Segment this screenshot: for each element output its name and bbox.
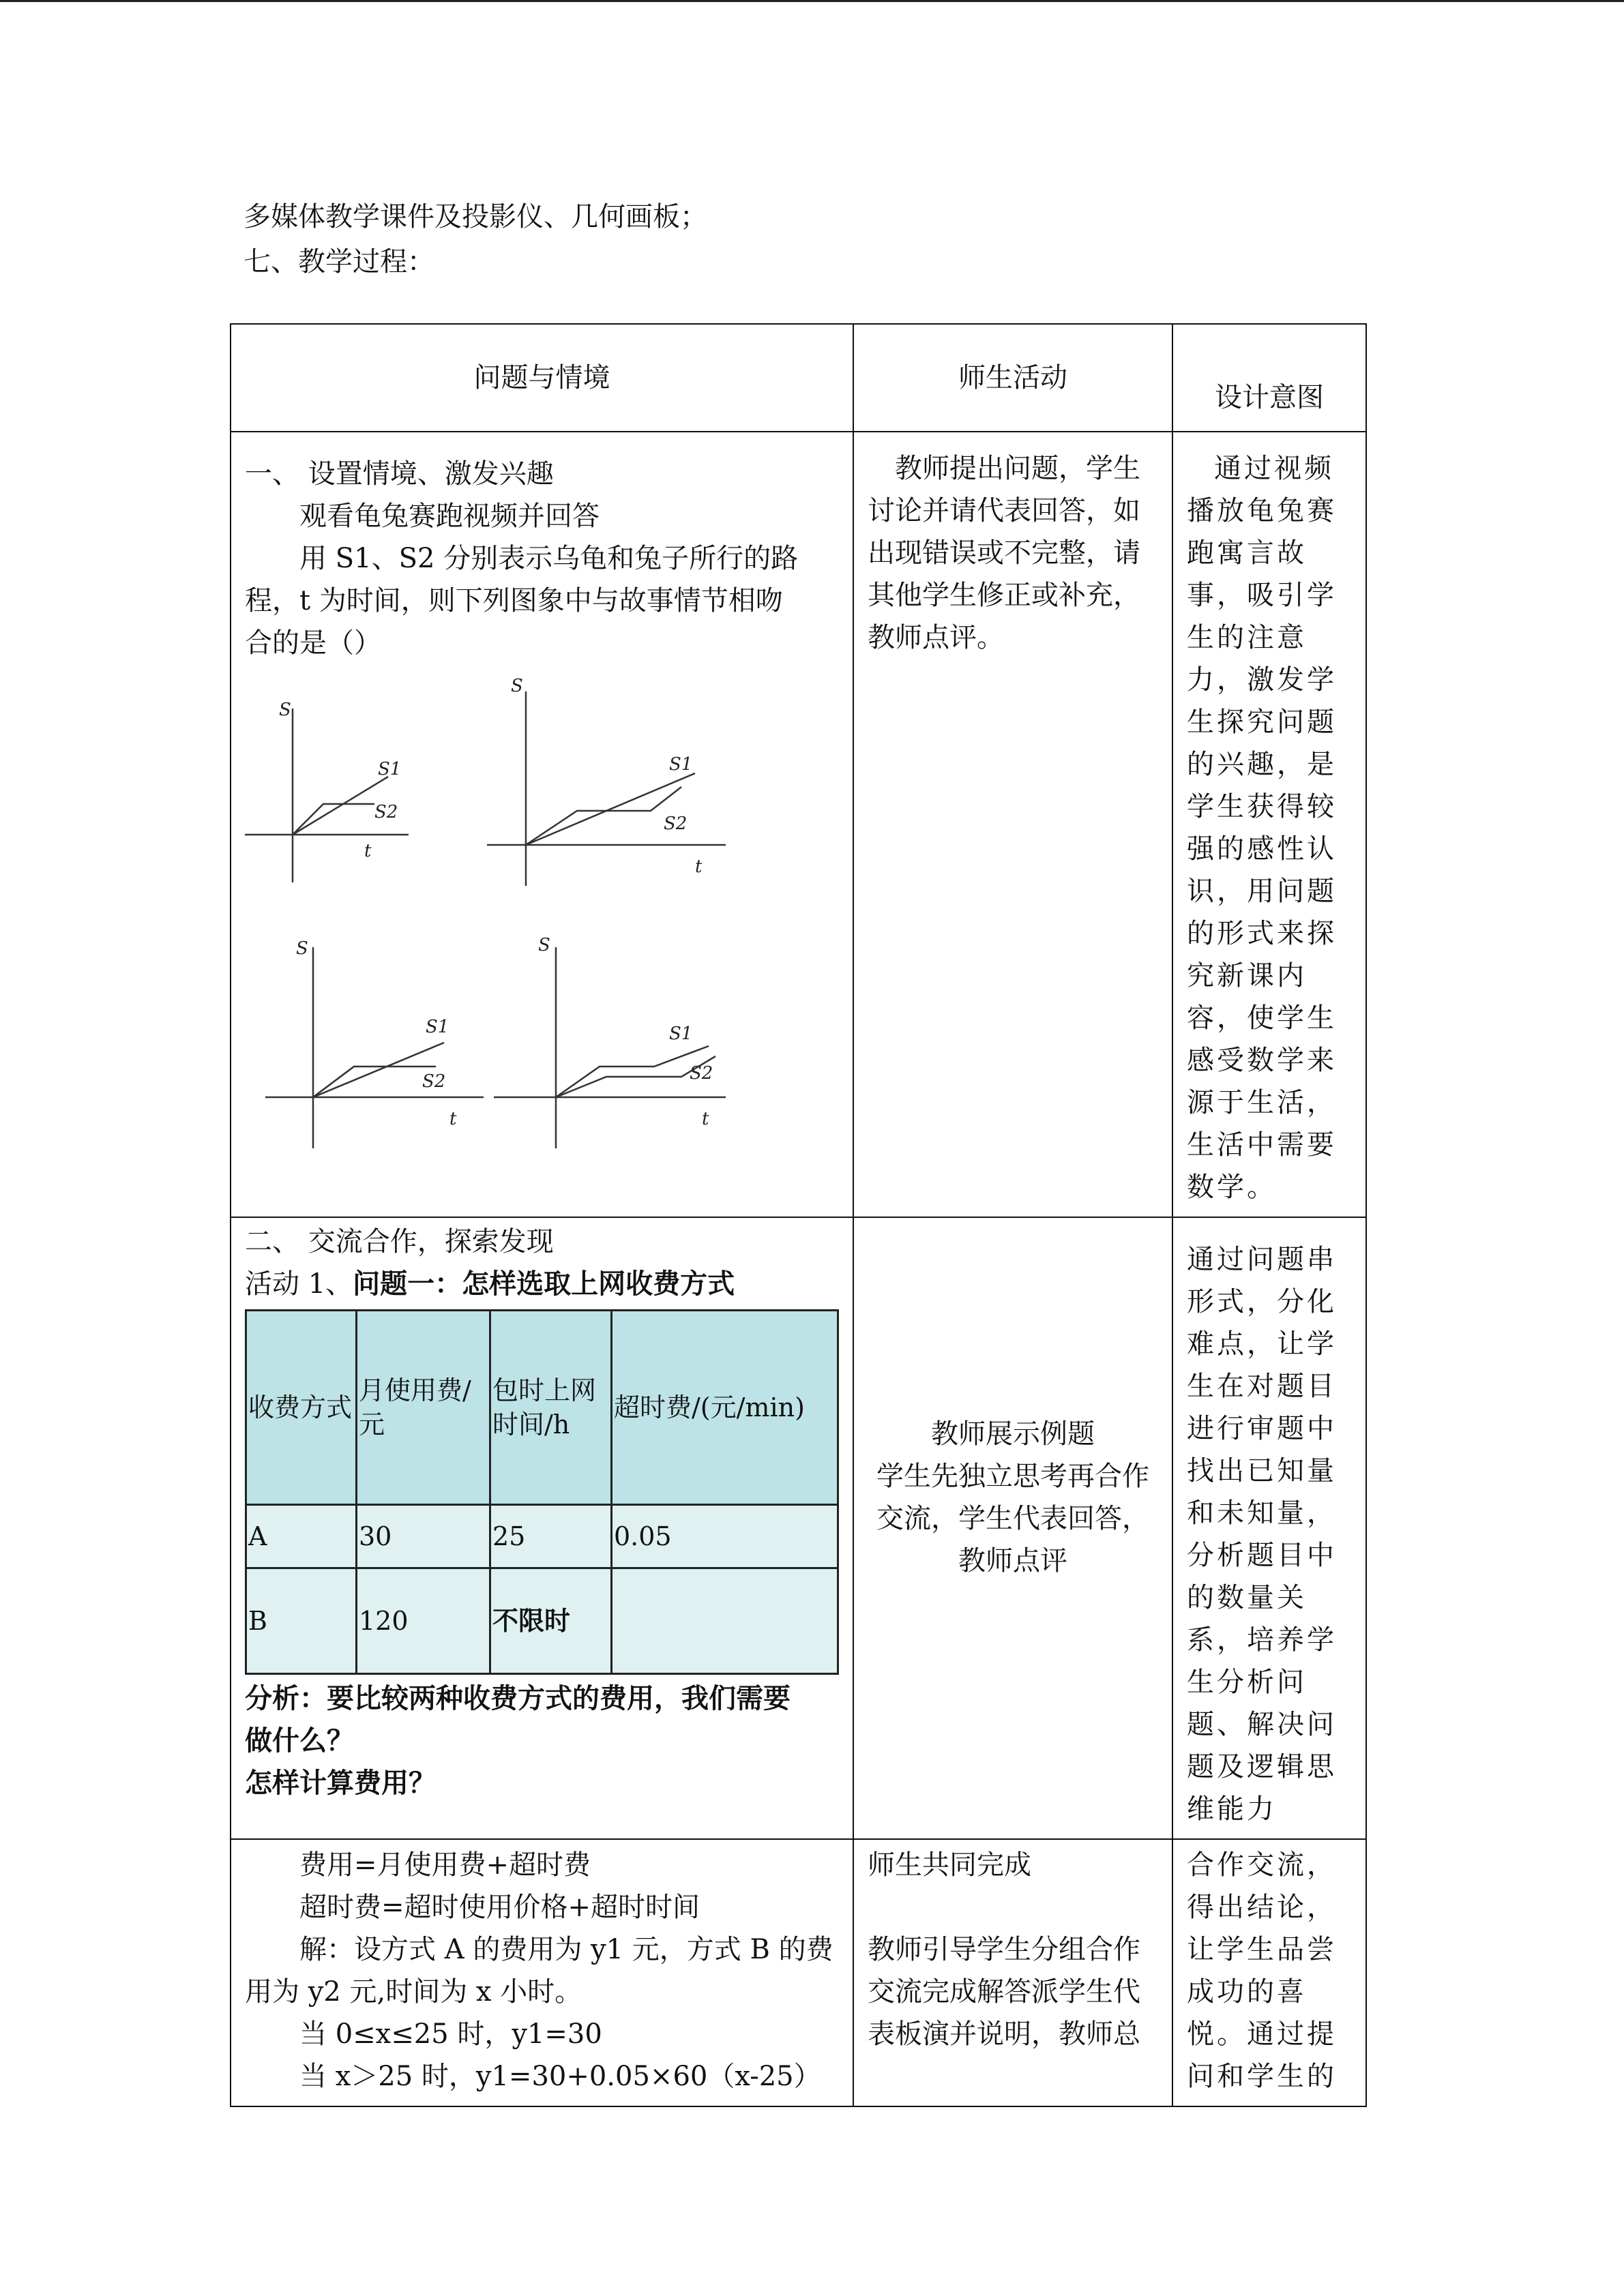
graph-b-s-label: S bbox=[511, 678, 523, 696]
section3-line1: 费用=月使用费+超时费 bbox=[299, 1849, 591, 1881]
section2-intent-cell bbox=[1172, 1217, 1366, 1839]
section1-intent-line: 播放龟兔赛 bbox=[1187, 495, 1337, 526]
section1-intent-line: 的兴趣，是 bbox=[1187, 749, 1337, 780]
section3-intent-line: 问和学生的 bbox=[1187, 2061, 1337, 2092]
section1-intent-line: 事，吸引学 bbox=[1187, 580, 1337, 611]
analysis-line: 怎样计算费用？ bbox=[245, 1767, 436, 1799]
section2-problem-cell bbox=[231, 1217, 853, 1839]
graph-d-s1-label: S1 bbox=[669, 1024, 693, 1044]
fee-header-monthly: 月使用费/元 bbox=[357, 1311, 490, 1505]
fee-cell: 25 bbox=[490, 1505, 612, 1568]
section1-activity-line: 教师点评。 bbox=[868, 622, 1004, 653]
fee-cell: 30 bbox=[357, 1505, 490, 1568]
graph-c-t-label: t bbox=[449, 1109, 457, 1129]
section1-activity-line: 讨论并请代表回答，如 bbox=[868, 495, 1140, 526]
graph-b-t-label: t bbox=[695, 856, 703, 877]
top-border-line bbox=[0, 0, 1624, 2]
section3-intent-line: 得出结论， bbox=[1187, 1892, 1337, 1923]
fee-cell: B bbox=[246, 1568, 357, 1674]
fee-table-header-row bbox=[246, 1311, 838, 1505]
section3-activity-line: 教师引导学生分组合作 bbox=[868, 1934, 1140, 1965]
section1-line2: 用 S1、S2 分别表示乌龟和兔子所行的路 bbox=[299, 543, 799, 574]
section1-line4: 合的是（） bbox=[245, 627, 381, 659]
activity-question: 问题一：怎样选取上网收费方式 bbox=[353, 1268, 735, 1300]
header-row bbox=[231, 324, 1366, 432]
section3-activity-line: 表板演并说明，教师总 bbox=[868, 2018, 1140, 2050]
section2-intent-line: 进行审题中 bbox=[1187, 1413, 1337, 1444]
header-intent: 设计意图 bbox=[1172, 324, 1366, 432]
graph-b-s2-label: S2 bbox=[664, 814, 688, 834]
section1-row bbox=[231, 432, 1366, 1217]
teaching-process-heading: 七、教学过程： bbox=[243, 246, 434, 278]
fee-header-method: 收费方式 bbox=[246, 1311, 357, 1505]
section1-intent-line: 数学。 bbox=[1187, 1172, 1277, 1203]
header-problem: 问题与情境 bbox=[231, 324, 853, 432]
graph-d bbox=[494, 947, 726, 1148]
section1-intent-line: 生探究问题 bbox=[1187, 706, 1337, 738]
section1-title: 一、 设置情境、激发兴趣 bbox=[245, 458, 554, 490]
fee-cell: 120 bbox=[357, 1568, 490, 1674]
section1-activity-line: 其他学生修正或补充， bbox=[868, 580, 1140, 611]
graph-a-s2-line bbox=[293, 804, 374, 835]
materials-line: 多媒体教学课件及投影仪、几何画板； bbox=[243, 201, 707, 233]
fee-header-hours: 包时上网时间/h bbox=[490, 1311, 612, 1505]
section1-intent-line: 通过视频 bbox=[1214, 453, 1334, 484]
section2-activity-heading bbox=[245, 1263, 839, 1305]
section2-intent-line: 生在对题目 bbox=[1187, 1371, 1337, 1402]
graph-c-s1-label: S1 bbox=[426, 1017, 449, 1037]
section1-intent-line: 跑寓言故 bbox=[1187, 537, 1307, 569]
section1-line1: 观看龟兔赛跑视频并回答 bbox=[299, 501, 600, 532]
graph-a-s-label: S bbox=[279, 700, 291, 720]
section1-activity-cell bbox=[853, 432, 1172, 1217]
fee-cell bbox=[612, 1568, 838, 1674]
graph-a-s1-line bbox=[293, 777, 388, 835]
section2-intent-line: 的数量关 bbox=[1187, 1582, 1307, 1613]
fee-table-row bbox=[246, 1505, 838, 1568]
section2-intent-line: 通过问题串 bbox=[1187, 1244, 1337, 1275]
analysis-line: 做什么？ bbox=[245, 1725, 354, 1757]
graph-options bbox=[245, 678, 736, 1169]
fee-table bbox=[245, 1309, 839, 1675]
section3-activity-cell bbox=[853, 1839, 1172, 2106]
analysis-line: 分析：要比较两种收费方式的费用，我们需要 bbox=[245, 1682, 791, 1714]
section2-intent-line: 系，培养学 bbox=[1187, 1624, 1337, 1656]
fee-cell: 不限时 bbox=[490, 1568, 612, 1674]
section3-line4: 用为 y2 元,时间为 x 小时。 bbox=[245, 1976, 582, 2008]
section3-activity-first: 师生共同完成 bbox=[868, 1849, 1031, 1881]
graph-a-s2-label: S2 bbox=[374, 802, 398, 822]
section1-intent-cell bbox=[1172, 432, 1366, 1217]
section3-row bbox=[231, 1839, 1366, 2106]
section3-line3: 解：设方式 A 的费用为 y1 元，方式 B 的费 bbox=[299, 1934, 833, 1965]
graph-d-s1-line bbox=[556, 1046, 709, 1097]
section2-row bbox=[231, 1217, 1366, 1839]
graph-a-t-label: t bbox=[364, 841, 372, 861]
section2-intent-line: 题及逻辑思 bbox=[1187, 1751, 1337, 1783]
header-activity: 师生活动 bbox=[853, 324, 1172, 432]
section1-intent-line: 容，使学生 bbox=[1187, 1002, 1337, 1034]
section3-line5: 当 0≤x≤25 时，y1=30 bbox=[299, 2018, 602, 2050]
section1-intent-line: 学生获得较 bbox=[1187, 791, 1337, 822]
graph-d-t-label: t bbox=[702, 1109, 709, 1129]
section1-intent-line: 生的注意 bbox=[1187, 622, 1307, 653]
section2-intent-line: 题、解决问 bbox=[1187, 1709, 1337, 1740]
section3-spacer bbox=[868, 1886, 1158, 1928]
section2-intent-line: 分析题目中 bbox=[1187, 1540, 1337, 1571]
section2-intent-line: 生分析问 bbox=[1187, 1667, 1307, 1698]
activity-prefix: 活动 1、 bbox=[245, 1268, 353, 1300]
section2-activity-line: 教师点评 bbox=[958, 1545, 1067, 1577]
section3-activity-line: 交流完成解答派学生代 bbox=[868, 1976, 1140, 2008]
section1-intent-line: 识，用问题 bbox=[1187, 876, 1337, 907]
section3-intent-line: 悦。通过提 bbox=[1187, 2018, 1337, 2050]
section3-intent-line: 成功的喜 bbox=[1187, 1976, 1307, 2008]
section3-intent-line: 让学生品尝 bbox=[1187, 1934, 1337, 1965]
section1-problem-cell bbox=[231, 432, 853, 1217]
section2-intent-line: 形式，分化 bbox=[1187, 1286, 1337, 1317]
fee-header-overtime: 超时费/(元/min) bbox=[612, 1311, 838, 1505]
fee-cell: 0.05 bbox=[612, 1505, 838, 1568]
section3-line6: 当 x＞25 时，y1=30+0.05×60（x-25） bbox=[299, 2061, 821, 2092]
section2-activity-line: 学生先独立思考再合作 bbox=[876, 1461, 1149, 1492]
section1-line3: 程，t 为时间，则下列图象中与故事情节相吻 bbox=[245, 585, 783, 616]
graph-c-s-label: S bbox=[296, 938, 308, 959]
section2-activity-cell bbox=[853, 1217, 1172, 1839]
graph-c-s2-label: S2 bbox=[422, 1071, 446, 1092]
graph-b-s2-line bbox=[526, 787, 681, 845]
graph-d-s-label: S bbox=[538, 935, 550, 955]
lesson-table bbox=[230, 323, 1367, 2107]
graph-b-s1-label: S1 bbox=[669, 754, 693, 775]
section1-intent-line: 生活中需要 bbox=[1187, 1129, 1337, 1161]
graphs-svg bbox=[245, 678, 736, 1169]
section1-intent-line: 的形式来探 bbox=[1187, 918, 1337, 949]
section1-intent-line: 源于生活， bbox=[1187, 1087, 1337, 1118]
fee-table-row bbox=[246, 1568, 838, 1674]
section3-intent-line: 合作交流， bbox=[1187, 1849, 1337, 1881]
section2-intent-line: 找出已知量 bbox=[1187, 1455, 1337, 1487]
graph-d-s2-label: S2 bbox=[690, 1063, 713, 1084]
section1-activity-line: 出现错误或不完整，请 bbox=[868, 537, 1140, 569]
section2-activity-line: 交流，学生代表回答， bbox=[876, 1503, 1149, 1534]
section2-intent-line: 难点，让学 bbox=[1187, 1328, 1337, 1360]
graph-a-s1-label: S1 bbox=[378, 759, 402, 779]
section1-intent-line: 感受数学来 bbox=[1187, 1045, 1337, 1076]
section3-intent-cell bbox=[1172, 1839, 1366, 2106]
graph-b bbox=[487, 691, 726, 886]
graph-b-s1-line bbox=[526, 773, 695, 845]
section3-problem-cell bbox=[231, 1839, 853, 2106]
section1-intent-line: 强的感性认 bbox=[1187, 833, 1337, 865]
fee-cell: A bbox=[246, 1505, 357, 1568]
graph-a bbox=[245, 709, 409, 882]
section3-line2: 超时费=超时使用价格+超时时间 bbox=[299, 1892, 700, 1923]
section1-activity-line: 教师提出问题，学生 bbox=[895, 453, 1140, 484]
section2-title: 二、 交流合作，探索发现 bbox=[245, 1226, 554, 1257]
section2-intent-line: 和未知量， bbox=[1187, 1497, 1337, 1529]
section1-intent-line: 力，激发学 bbox=[1187, 664, 1337, 696]
section2-intent-line: 维能力 bbox=[1187, 1793, 1277, 1825]
section2-activity-line: 教师展示例题 bbox=[931, 1418, 1095, 1450]
section1-intent-line: 究新课内 bbox=[1187, 960, 1307, 992]
